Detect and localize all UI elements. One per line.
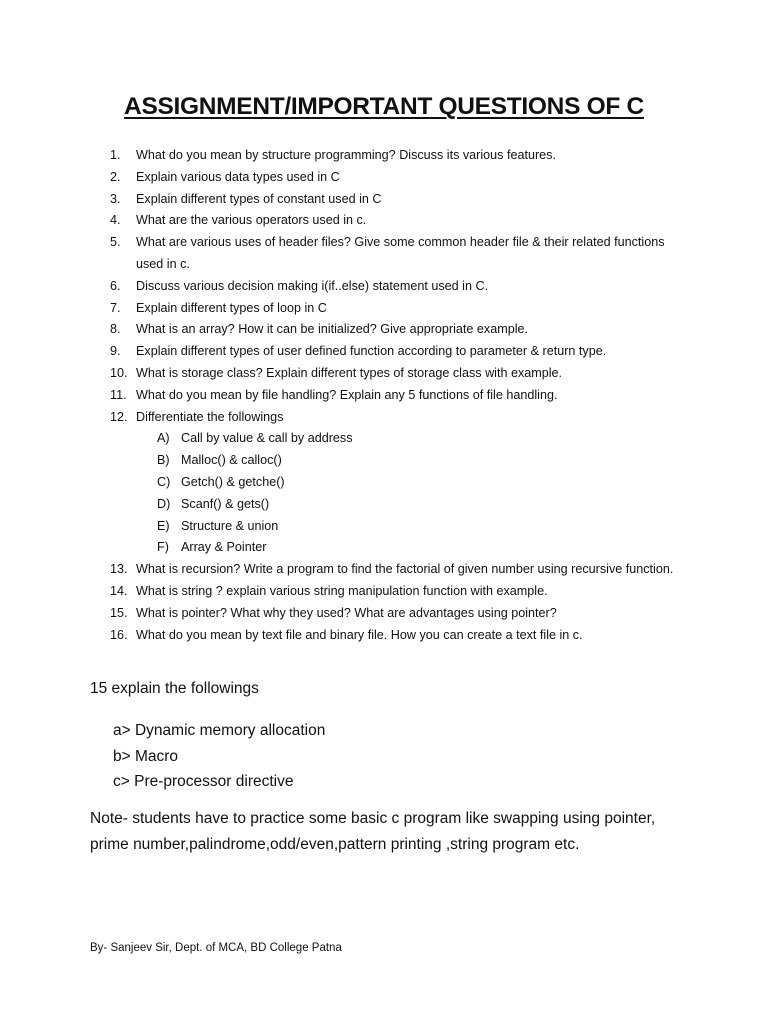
question-number: 8. (110, 322, 121, 337)
question-number: 10. (110, 365, 128, 380)
question-number: 4. (110, 213, 121, 228)
question-number: 9. (110, 344, 121, 359)
question-item (0, 341, 768, 363)
sub-question-text: Scanf() & gets() (181, 496, 270, 511)
question-item (0, 363, 768, 385)
sub-question-item (0, 472, 768, 494)
question-item (0, 232, 768, 276)
question-number: 1. (110, 148, 121, 162)
question-item (0, 298, 768, 320)
sub-question-text: Getch() & getche() (181, 474, 285, 489)
sub-question-label: C) (157, 474, 171, 489)
question-item (0, 385, 768, 407)
question-item (0, 581, 768, 603)
sub-question-item (0, 450, 768, 472)
question-item (0, 603, 768, 625)
question-text: Discuss various decision making i(if..else) statement used in C. (136, 278, 489, 293)
question-number: 11. (110, 387, 127, 402)
page-title: ASSIGNMENT/IMPORTANT QUESTIONS OF C (124, 93, 644, 120)
question-item (0, 210, 768, 232)
question-text: What is string ? explain various string manipulation function with example. (136, 583, 548, 598)
sub-question-item (0, 494, 768, 516)
explain-item: a> Dynamic memory allocation (113, 722, 326, 739)
question-number: 6. (110, 278, 121, 293)
question-text: Explain different types of loop in C (136, 300, 327, 315)
question-text: What is storage class? Explain different types of storage class with example. (136, 365, 563, 380)
question-item (0, 559, 768, 581)
sub-question-list (0, 428, 768, 559)
question-text: What are the various operators used in c. (136, 213, 367, 228)
question-item (0, 276, 768, 298)
explain-list (113, 718, 325, 795)
question-number: 12. (110, 409, 128, 424)
question-number: 2. (110, 169, 121, 184)
sub-question-text: Malloc() & calloc() (181, 453, 282, 468)
question-item (0, 407, 768, 560)
author-byline: By- Sanjeev Sir, Dept. of MCA, BD College Patna (90, 942, 342, 954)
question-text: Explain different types of user defined function according to parameter & return type. (136, 344, 607, 359)
question-number: 14. (110, 583, 128, 598)
question-number: 13. (110, 562, 128, 577)
sub-question-item (0, 428, 768, 450)
sub-question-label: D) (157, 496, 171, 511)
question-item (0, 319, 768, 341)
question-text: What are various uses of header files? Give some common header file & their related functions used in c. (136, 235, 665, 271)
explain-item: c> Pre-processor directive (113, 773, 294, 791)
question-number: 15. (110, 605, 128, 620)
question-text: What do you mean by structure programming? Discuss its various features. (136, 148, 556, 162)
question-item (0, 189, 768, 211)
question-number: 16. (110, 627, 128, 642)
question-text: Differentiate the followings (136, 409, 284, 424)
question-text: What do you mean by file handling? Explain any 5 functions of file handling. (136, 387, 558, 402)
question-item (0, 625, 768, 647)
question-item (0, 167, 768, 189)
question-number: 7. (110, 300, 121, 315)
sub-question-item (0, 537, 768, 559)
question-list (0, 145, 768, 646)
question-text: Explain various data types used in C (136, 169, 340, 184)
sub-question-label: A) (157, 431, 170, 446)
sub-question-item (0, 516, 768, 538)
sub-question-label: F) (157, 540, 169, 555)
question-number: 3. (110, 191, 121, 206)
question-number: 5. (110, 235, 121, 250)
question-item (0, 145, 768, 167)
sub-question-label: B) (157, 453, 170, 468)
section-heading: 15 explain the followings (90, 680, 259, 697)
question-text: What is an array? How it can be initialized? Give appropriate example. (136, 322, 528, 337)
question-text: What is recursion? Write a program to find the factorial of given number using recursive function. (136, 562, 674, 577)
question-text: What is pointer? What why they used? What are advantages using pointer? (136, 605, 557, 620)
question-text: What do you mean by text file and binary file. How you can create a text file in c. (136, 627, 583, 642)
note-paragraph: Note- students have to practice some basic c program like swapping using pointer, prime number,palindrome,odd/even,pattern printing ,string program etc. (90, 810, 656, 853)
sub-question-text: Array & Pointer (181, 540, 267, 555)
sub-question-label: E) (157, 518, 170, 533)
question-text: Explain different types of constant used in C (136, 191, 382, 206)
explain-item: b> Macro (113, 747, 179, 765)
sub-question-text: Structure & union (181, 518, 279, 533)
sub-question-text: Call by value & call by address (181, 431, 353, 446)
